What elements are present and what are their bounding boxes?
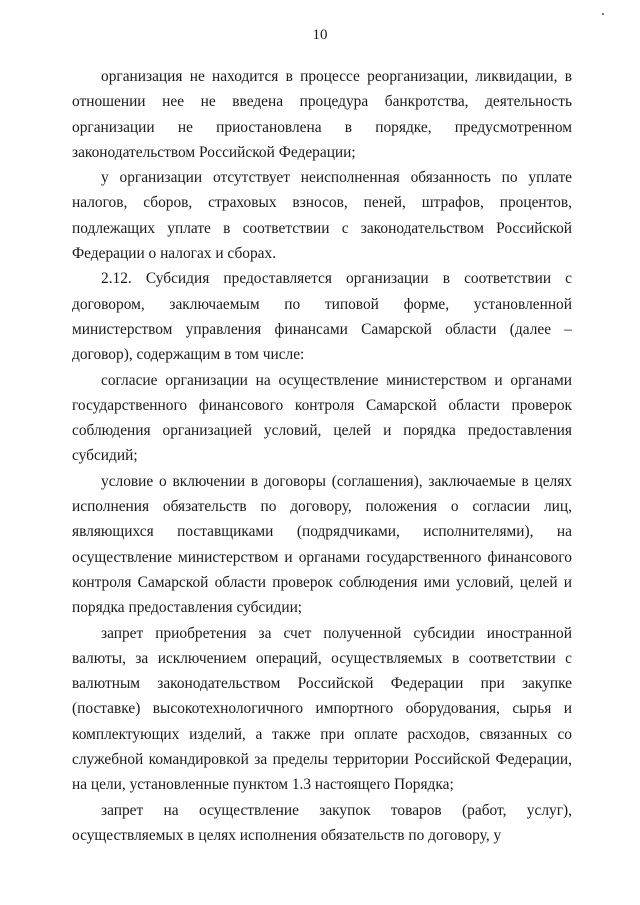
document-body bbox=[72, 64, 572, 848]
paragraph-tax-obligations: у организации отсутствует неисполненная обязанность по уплате налогов, сборов, страховых взносов, пеней, штрафов, процентов, подлежащих уплате в соответствии с законодательством Российской Федерации о налогах и сборах. bbox=[72, 169, 572, 263]
scan-speck bbox=[602, 13, 604, 15]
paragraph-currency-purchase-ban: запрет приобретения за счет полученной субсидии иностранной валюты, за исключением операций, осуществляемых в соответствии с валютным законодательством Российской Федерации при закупке (поставке) высокотехнологичного импортного оборудования, сырья и комплектующих изделий, а также при оплате расходов, связанных со служебной командировкой за пределы территории Российской Федерации, на цели, установленные пунктом 1.3 настоящего Порядка; bbox=[72, 624, 572, 794]
paragraph-organization-status: организация не находится в процессе реорганизации, ликвидации, в отношении нее не введена процедура банкротства, деятельность организации не приостановлена в порядке, предусмотренном законодательством Российской Федерации; bbox=[72, 68, 572, 161]
paragraph-supplier-consent-condition: условие о включении в договоры (соглашения), заключаемые в целях исполнения обязательств по договору, положения о согласии лиц, являющихся поставщиками (подрядчиками, исполнителями), на осуществление министерством и органами государственного финансового контроля Самарской области проверок соблюдения ими условий, целей и порядка предоставления субсидии; bbox=[72, 472, 572, 617]
paragraph-section-2-12: 2.12. Субсидия предоставляется организации в соответствии с договором, заключаемым по типовой форме, установленной министерством управления финансами Самарской области (далее – договор), содержащим в том числе: bbox=[72, 270, 572, 364]
page-number: 10 bbox=[312, 27, 328, 43]
paragraph-inspection-consent: согласие организации на осуществление министерством и органами государственного финансового контроля Самарской области проверок соблюдения организацией условий, целей и порядка предоставления субсидий; bbox=[72, 371, 572, 465]
paragraph-procurement-ban: запрет на осуществление закупок товаров (работ, услуг), осуществляемых в целях исполнения обязательств по договору, у bbox=[72, 801, 572, 844]
